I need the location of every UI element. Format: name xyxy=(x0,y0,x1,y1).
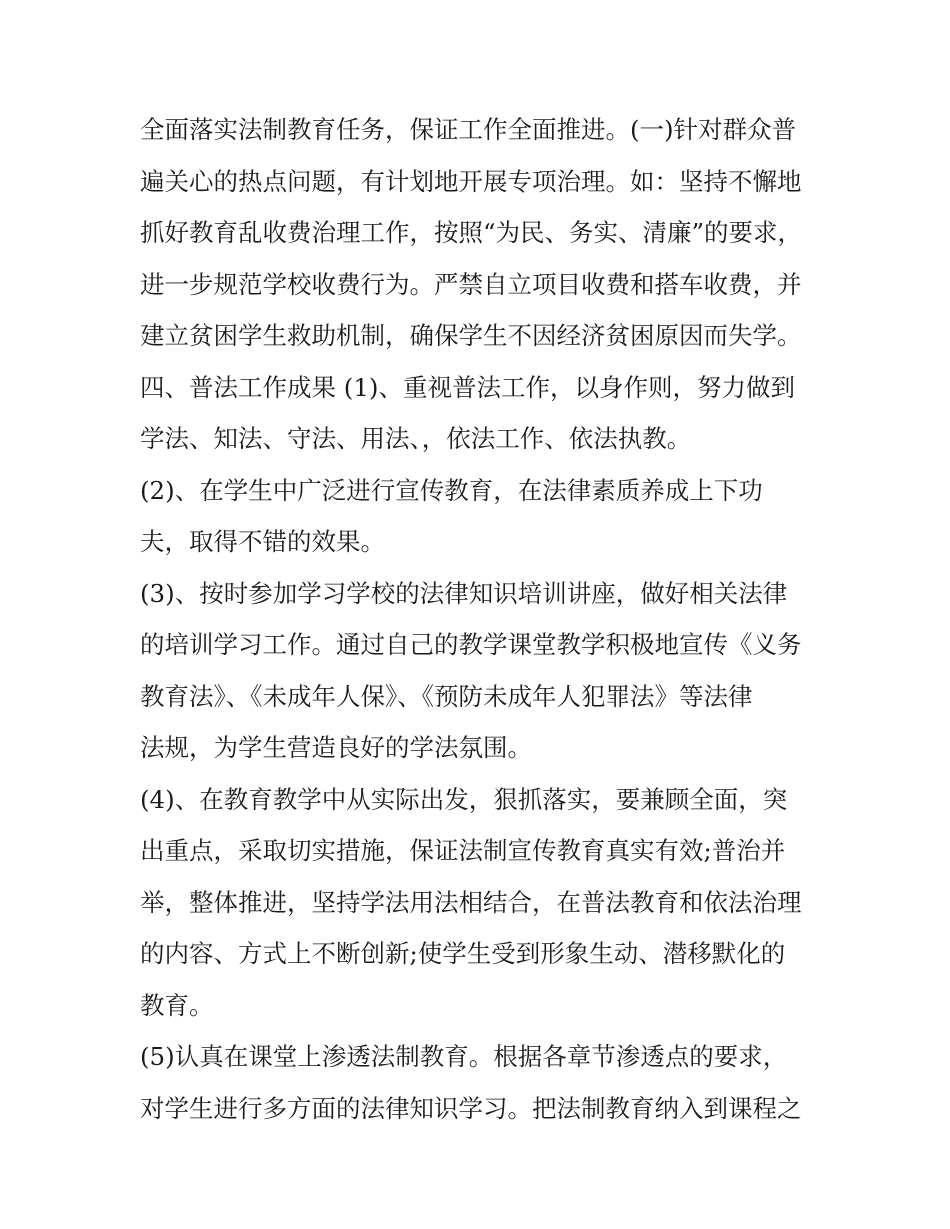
text-line: 对学生进行多方面的法律知识学习。把法制教育纳入到课程之 xyxy=(140,1093,802,1123)
text-line: 抓好教育乱收费治理工作，按照“为民、务实、清廉”的要求， xyxy=(140,218,803,247)
text-line: 四、普法工作成果 (1)、重视普法工作，以身作则，努力做到 xyxy=(140,372,795,402)
text-line: (3)、按时参加学习学校的法律知识培训讲座，做好相关法律 xyxy=(140,578,788,608)
text-line: 出重点，采取切实措施，保证法制宣传教育真实有效;普治并 xyxy=(140,836,786,865)
text-line: (5)认真在课堂上渗透法制教育。根据各章节渗透点的要求， xyxy=(140,1042,788,1071)
text-line: 进一步规范学校收费行为。严禁自立项目收费和搭车收费，并 xyxy=(140,269,802,299)
text-line: 教育。 xyxy=(140,990,214,1020)
text-line: 的培训学习工作。通过自己的教学课堂教学积极地宣传《义务 xyxy=(140,630,802,659)
text-line: 教育法》、《未成年人保》、《预防未成年人犯罪法》等法律 xyxy=(140,681,753,711)
text-line: 建立贫困学生救助机制，确保学生不因经济贫困原因而失学。 xyxy=(140,321,802,350)
text-line: 遍关心的热点问题，有计划地开展专项治理。如：坚持不懈地 xyxy=(140,166,802,196)
text-line: 全面落实法制教育任务，保证工作全面推进。(一)针对群众普 xyxy=(140,115,797,144)
text-line: 的内容、方式上不断创新;使学生受到形象生动、潜移默化的 xyxy=(140,939,786,968)
text-line: 举，整体推进，坚持学法用法相结合，在普法教育和依法治理 xyxy=(140,887,802,917)
text-line: 学法、知法、守法、用法、，依法工作、依法执教。 xyxy=(140,424,692,453)
text-line: (4)、在教育教学中从实际出发，狠抓落实，要兼顾全面，突 xyxy=(140,784,788,814)
text-line: 法规，为学生营造良好的学法氛围。 xyxy=(140,733,532,762)
text-line: 夫，取得不错的效果。 xyxy=(140,527,385,556)
text-line: (2)、在学生中广泛进行宣传教育，在法律素质养成上下功 xyxy=(140,475,763,505)
document-body xyxy=(140,104,830,1134)
